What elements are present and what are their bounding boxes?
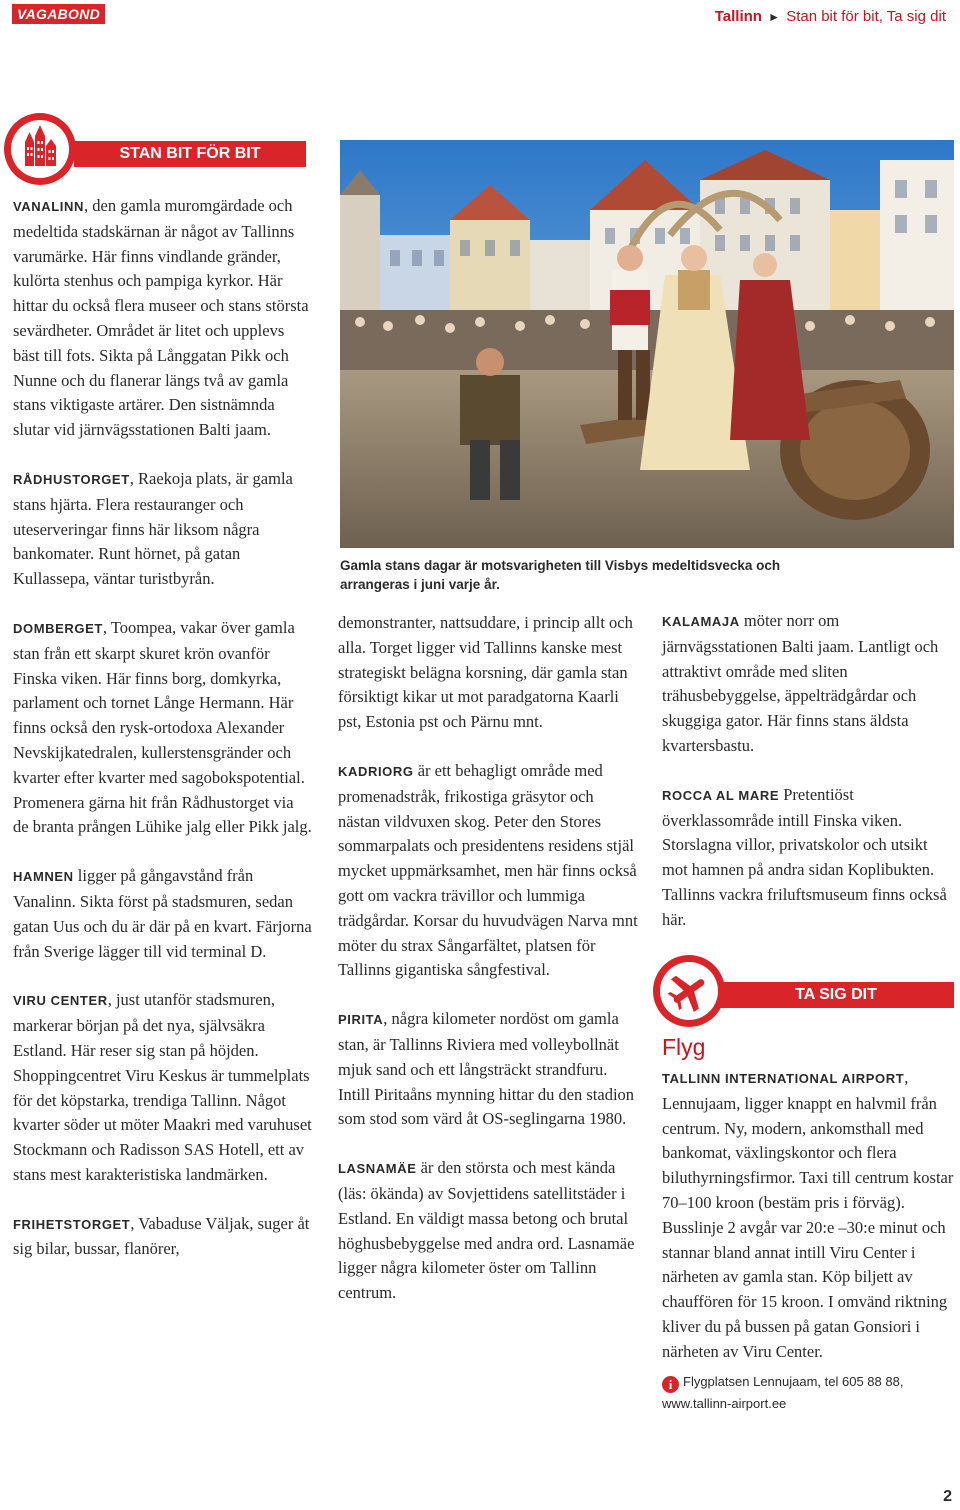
section-heading-ta-sig-dit: TA SIG DIT [718, 982, 954, 1008]
entry-frihetstorget-cont: demonstranter, nattsuddare, i princip allt och alla. Torget ligger vid Tallinns kanske mest strategiskt belägna korsning, där gamla stan försiktigt kikar ut mot paradgatorna Kaarli pst, Estonia pst och Pärnu mnt. [338, 613, 633, 732]
column-1 [13, 194, 313, 1286]
airport-info [662, 1371, 954, 1415]
airplane-icon [653, 955, 725, 1027]
vagabond-logo: VAGABOND [12, 4, 105, 24]
airport-phone: Flygplatsen Lennujaam, tel 605 88 88, [683, 1373, 904, 1389]
running-header [715, 8, 946, 25]
section-heading-stan: STAN BIT FÖR BIT [74, 141, 306, 167]
header-city: Tallinn [714, 8, 762, 25]
flyg-column [662, 1066, 954, 1415]
info-icon: i [662, 1376, 679, 1393]
flyg-heading: Flyg [662, 1034, 706, 1060]
entry-frihetstorget: FRIHETSTORGET, Vabaduse Väljak, suger åt sig bilar, bussar, flanörer, [13, 1213, 310, 1259]
entry-kadriorg: KADRIORG är ett behagligt område med promenadstråk, frikostiga gräsytor och nästan vildvuxen skog. Peter den Stores sommarpalats och presidentens residens stjäl mycket uppmärksamhet, men här finns också gott om vackra trävillor och lummiga trädgårdar. Korsar du huvudvägen Narva mnt möter du strax Sångarfältet, platsen för Tallinns gigantiska sångfestival. [338, 760, 638, 980]
entry-kalamaja: KALAMAJA möter norr om järnvägsstationen Balti jaam. Lantligt och attraktivt område med sliten trähusbebyggelse, äppelträdgårdar och skuggiga gator. Här finns stans äldsta kvartersbastu. [662, 611, 939, 755]
entry-domberget: DOMBERGET, Toompea, vakar över gamla stan från ett skarpt skuret krön ovanför Finska viken. Här finns borg, domkyrka, parlament och tornet Långe Hermann. Här finns också den rysk-ortodoxa Alexander Nevskijkatedralen, kullerstensgränder och kvarter efter kvarter med sagobokspotential. Promenera gärna hit från Rådhustorget via de branta prången Lühike jalg eller Pikk jalg. [13, 617, 312, 837]
entry-lasnamae: LASNAMÄE är den största och mest kända (läs: ökända) av Sovjettidens satellitstäder i Estland. En väldigt massa betong och brutal höghusbebyggelse med andra ord. Lasnamäe ligger några kilometer öster om Tallinn centrum. [338, 1158, 635, 1303]
column-2 [338, 611, 638, 1330]
entry-vanalinn: VANALINN, den gamla muromgärdade och medeltida stadskärnan är något av Tallinns varumärke. Här finns vindlande gränder, kulörta stenhus och pampiga kyrkor. Här hittar du också flera museer och stans största sevärdheter. Området är litet och upplevs bäst till fots. Sikta på Långgatan Pikk och Nunne och du flanerar längs två av gamla stans viktigaste artärer. Den sistnämnda slutar vid järnvägsstationen Balti jaam. [13, 196, 309, 440]
column-3 [662, 609, 954, 957]
entry-viru-center: VIRU CENTER, just utanför stadsmuren, markerar början på det nya, självsäkra Estland. Här reser sig stan på höjden. Shoppingcentret Viru Keskus är tummelplats för det köpstarka, trendiga Tallinn. Något kvarter söder ut möter Maakri med varuhuset Stockmann och Radisson SAS Hotell, ett av stans mest karakteristiska landmärken. [13, 990, 312, 1184]
entry-rocca-al-mare: ROCCA AL MARE Pretentiöst överklassområde intill Finska viken. Storslagna villor, privatskolor och utsikt mot hamnen på andra sidan Koplibukten. Tallinns vackra friluftsmuseum finns också här. [662, 784, 947, 929]
page-number: 2 [943, 1488, 952, 1505]
entry-hamnen: HAMNEN ligger på gångavstånd från Vanalinn. Sikta först på stadsmuren, sedan gatan Uus och du är där på en kvart. Färjorna från Sverige lägger till vid terminal D. [13, 866, 312, 961]
city-buildings-icon [4, 113, 76, 185]
entry-radhustorget: RÅDHUSTORGET, Raekoja plats, är gamla stans hjärta. Flera restauranger och uteserveringar finns här liksom några bankomater. Runt hörnet, på gatan Kullassepa, väntar turistbyrån. [13, 468, 293, 589]
entry-pirita: PIRITA, några kilometer nordöst om gamla stan, är Tallinns Riviera med volleybollnät mjuk sand och ett långsträckt strandfuru. Intill Piritaåns mynning hittar du den stadion som stod som värd åt OS-seglingarna 1980. [338, 1009, 635, 1129]
triangle-right-icon: ► [768, 10, 781, 24]
airport-website-link[interactable]: www.tallinn-airport.ee [662, 1395, 787, 1411]
medieval-festival-photo [340, 140, 954, 548]
photo-caption: Gamla stans dagar är motsvarigheten till Visbys medeltidsvecka och arrangeras i juni varje år. [340, 558, 781, 592]
header-section-path: Stan bit för bit, Ta sig dit [786, 8, 946, 25]
entry-airport: TALLINN INTERNATIONAL AIRPORT, Lennujaam, ligger knappt en halvmil från centrum. Ny, modern, ankomsthall med bankomat, växlingskontor och flera biluthyrningsfirmor. Taxi till centrum kostar 70–100 kroon (bestäm pris i förväg). Busslinje 2 avgår var 20:e –30:e minut och stannar bland annat intill Viru Center i närheten av gamla stan. Köp biljett av chauffören för 15 kroon. I omvänd riktning kliver du på bussen på gatan Gonsiori i närheten av Viru Center. [662, 1068, 954, 1361]
